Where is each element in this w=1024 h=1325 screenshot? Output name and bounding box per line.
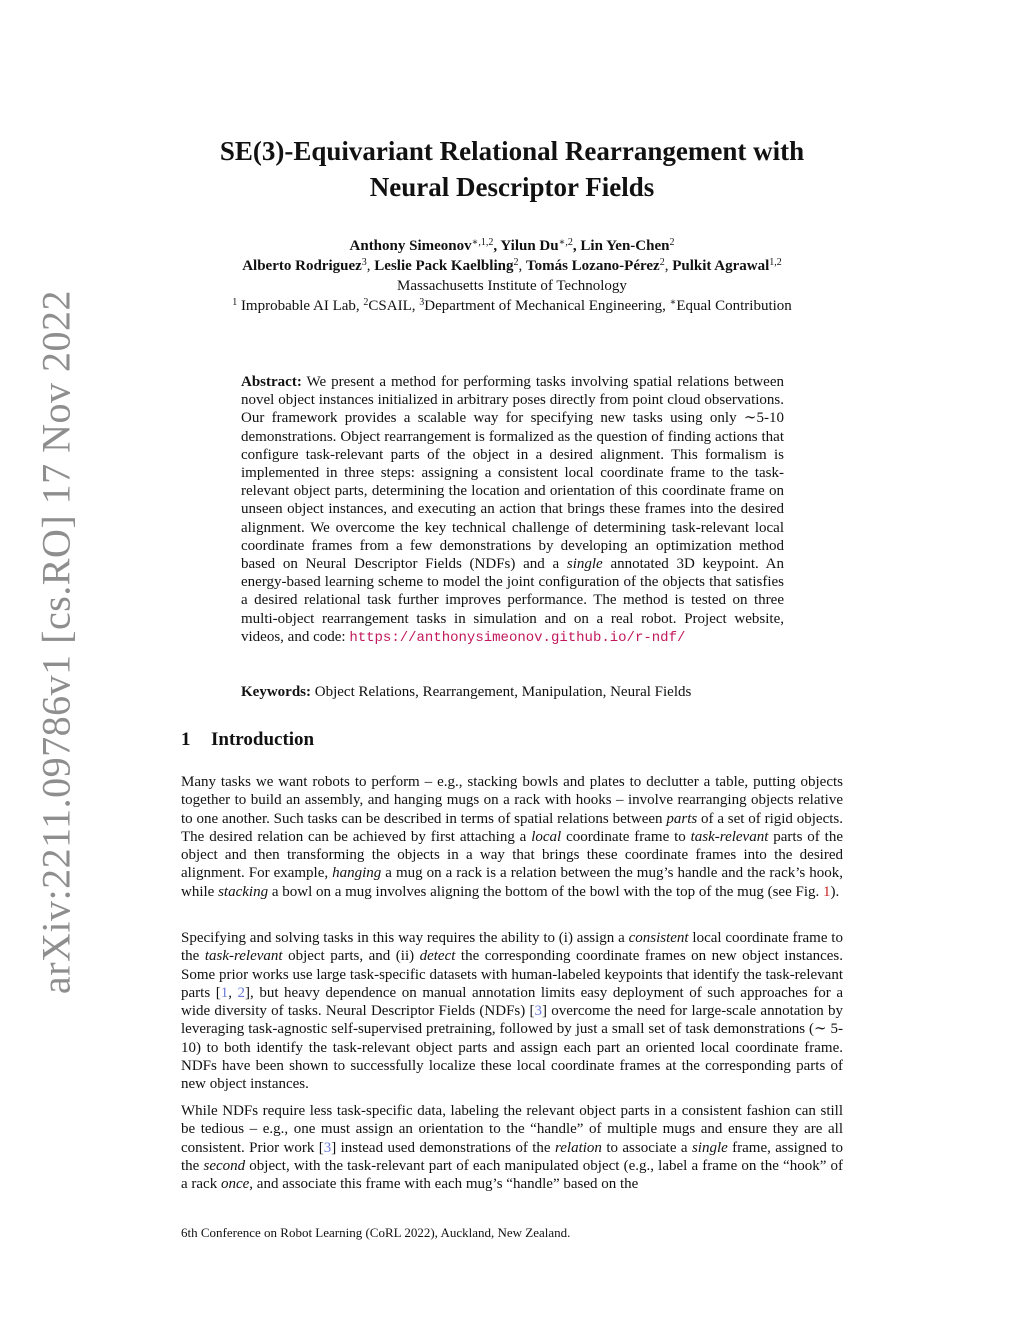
emphasis: local: [531, 828, 562, 845]
emphasis: task-relevant: [204, 948, 283, 965]
title-line-2: Neural Descriptor Fields: [369, 172, 655, 202]
author-name: Yilun Du: [500, 238, 559, 254]
abstract-label: Abstract:: [241, 374, 302, 390]
emphasis: second: [203, 1157, 246, 1174]
section-heading-introduction: [181, 729, 314, 751]
abstract-emphasis: single: [566, 556, 603, 573]
abstract-text: annotated 3D keypoint. An energy-based learning scheme to model the joint configuration of the objects that satisfies a desired relational task further improves performance. The method is tested on three multi-object rearrangement tasks in simulation and on a real robot. Project website, videos, and code:: [241, 556, 784, 645]
figure-reference-link[interactable]: 1: [823, 883, 831, 900]
project-website-link[interactable]: https://anthonysimeonov.github.io/r-ndf/: [349, 629, 686, 646]
affiliation-text: Department of Mechanical Engineering,: [424, 298, 670, 314]
affiliations: [150, 296, 874, 316]
section-title: Introduction: [211, 729, 315, 750]
emphasis: relation: [554, 1139, 602, 1156]
author-name: Lin Yen-Chen: [580, 238, 670, 254]
keywords: [241, 683, 784, 701]
author-name: Pulkit Agrawal: [672, 258, 770, 274]
abstract-text: We present a method for performing tasks involving spatial relations between novel object instances initialized in arbitrary poses directly from point cloud observations. Our framework provides a scalable way for specifying new tasks using only ∼5-10 demonstrations. Object rearrangement is formalized as the question of finding actions that configure task-relevant parts of the object in a desired alignment. This formalism is implemented in three steps: assigning a consistent local coordinate frame to the task-relevant object parts, determining the location and orientation of this coordinate frame on unseen object instances, and executing an action that brings these frames into the desired alignment. We overcome the key technical challenge of determining task-relevant local coordinate frames from a few demonstrations by developing an optimization method based on Neural Descriptor Fields (NDFs) and a: [241, 374, 784, 573]
affiliation-marker: 3: [419, 297, 425, 308]
author-line-1: Anthony Simeonov$^{∗,1,2}$, Yilun $Du^{∗,2}$, Lin Yen-Chen$^2$: [349, 237, 675, 254]
citation-link[interactable]: 3: [323, 1139, 332, 1156]
citation-link[interactable]: 1: [220, 984, 229, 1001]
keywords-label: Keywords:: [241, 684, 311, 700]
citation-link[interactable]: 3: [534, 1003, 542, 1020]
abstract: [241, 373, 784, 647]
keywords-text: Object Relations, Rearrangement, Manipulation, Neural Fields: [311, 684, 692, 700]
author-affiliation-marker: ∗,2: [558, 237, 573, 248]
affiliation-text: Equal Contribution: [676, 298, 792, 314]
author-affiliation-marker: ∗,1,2: [471, 237, 494, 248]
author-line-2: Alberto Rodriguez$^3$, Leslie Pack Kaelbling$^2$, Tomás Lozano-Pérez$^2$, Pulkit Agrawal$^{1,2}$: [242, 257, 782, 274]
author-affiliation-marker: 3: [361, 257, 367, 268]
citation-link[interactable]: 2: [237, 984, 246, 1001]
institution: Massachusetts Institute of Technology: [397, 278, 627, 294]
conference-footnote: 6th Conference on Robot Learning (CoRL 2022), Auckland, New Zealand.: [181, 1225, 571, 1240]
section-number: 1: [181, 729, 191, 750]
author-affiliation-marker: 2: [659, 257, 665, 268]
emphasis: hanging: [332, 865, 382, 882]
author-name: Alberto Rodriguez: [242, 258, 362, 274]
paper-title: [150, 133, 874, 205]
affiliation-text: CSAIL,: [368, 298, 420, 314]
author-affiliation-marker: 1,2: [769, 257, 782, 268]
paragraph-2: Specifying and solving tasks in this way requires the ability to (i) assign a consistent local coordinate frame to the task-relevant object parts, and (ii) detect the corresponding coordinate frames on new object instances. Some prior works use large task-specific datasets with human-labeled keypoints that identify the task-relevant parts [1, 2], but heavy dependence on manual annotation limits easy deployment of such approaches for a wide diversity of tasks. Neural Descriptor Fields (NDFs) [3] overcome the need for large-scale annotation by leveraging task-agnostic self-supervised pretraining, followed by just a small set of task demonstrations (∼ 5-10) to both identify the task-relevant object parts and assign each part an oriented local coordinate frame. NDFs have been shown to successfully localize these local coordinate frames at the corresponding parts of new object instances.: [181, 930, 844, 1093]
paragraph-3: While NDFs require less task-specific data, labeling the relevant object parts in a consistent fashion can still be tedious – e.g., one must assign an orientation to the “handle” of multiple mugs and ensure they are all consistent. Prior work [3] instead used demonstrations of the relation to associate a single frame, assigned to the second object, with the task-relevant part of each manipulated object (e.g., label a frame on the “hook” of a rack once, and associate this frame with each mug’s “handle” based on the: [181, 1103, 843, 1193]
emphasis: task-relevant: [690, 828, 769, 845]
arxiv-identifier-stamp: arXiv:2211.09786v1 [cs.RO] 17 Nov 2022: [33, 289, 79, 995]
affiliation-marker: 2: [363, 297, 369, 308]
author-name: Anthony Simeonov: [349, 238, 472, 254]
emphasis: detect: [419, 948, 456, 965]
emphasis: consistent: [628, 930, 689, 946]
author-block: [150, 236, 874, 316]
title-line-1: SE(3)-Equivariant Relational Rearrangement with: [219, 136, 805, 166]
author-affiliation-marker: 2: [669, 237, 675, 248]
affiliation-marker: ∗: [669, 297, 677, 308]
affiliation-marker: 1: [232, 297, 238, 308]
author-name: Tomás Lozano-Pérez: [525, 258, 660, 274]
emphasis: parts: [666, 810, 698, 827]
author-name: Leslie Pack Kaelbling: [374, 258, 514, 274]
affiliation-text: Improbable AI Lab,: [237, 298, 364, 314]
author-affiliation-marker: 2: [513, 257, 519, 268]
paragraph-1: Many tasks we want robots to perform – e.g., stacking bowls and plates to declutter a table, putting objects together to build an assembly, and hanging mugs on a rack with hooks – involve rearranging objects relative to one another. Such tasks can be described in terms of spatial relations between parts of a set of rigid objects. The desired relation can be achieved by first attaching a local coordinate frame to task-relevant parts of the object and then transforming the objects in a way that brings these coordinate frames into the desired alignment. For example, hanging a mug on a rack is a relation between the mug’s handle and the rack’s hook, while stacking a bowl on a mug involves aligning the bottom of the bowl with the top of the mug (see Fig. 1).: [181, 774, 843, 900]
emphasis: once: [220, 1176, 250, 1193]
emphasis: single: [691, 1139, 728, 1156]
emphasis: stacking: [218, 883, 269, 900]
